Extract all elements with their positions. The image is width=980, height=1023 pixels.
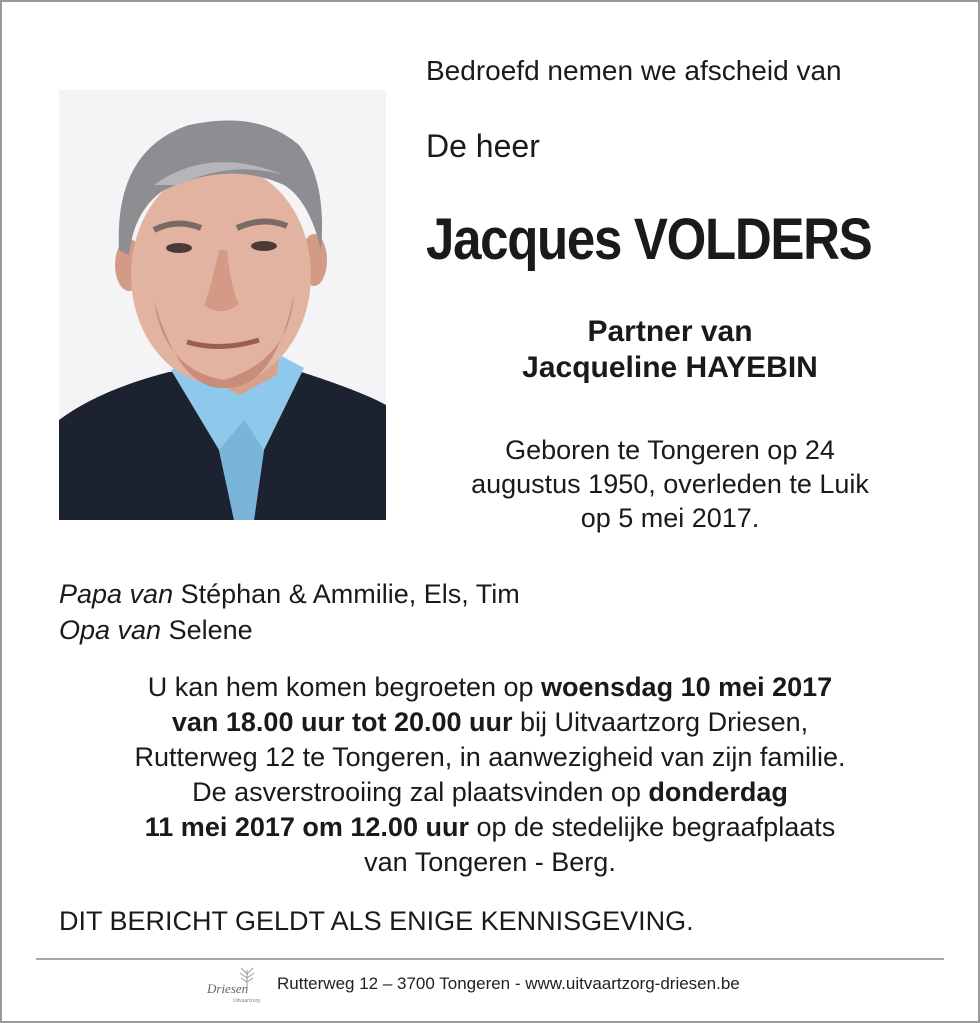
papa-line — [59, 576, 520, 612]
driesen-logo — [205, 966, 261, 1004]
ceremony-text: U kan hem komen begroeten op — [147, 672, 542, 702]
scattering-day: donderdag — [648, 777, 788, 807]
visitation-time: van 18.00 uur tot 20.00 uur — [171, 707, 513, 737]
visitation-date: woensdag 10 mei 2017 — [541, 672, 833, 702]
ceremony-line-3: Rutterweg 12 te Tongeren, in aanwezigheid van zijn familie. — [134, 742, 846, 772]
footer-address: Rutterweg 12 – 3700 Tongeren - www.uitvaartzorg-driesen.be — [277, 974, 740, 993]
logo-text: Driesen — [207, 981, 249, 996]
partner-label: Partner van — [587, 315, 753, 348]
partner-block — [420, 314, 920, 386]
scattering-datetime: 11 mei 2017 om 12.00 uur — [144, 812, 469, 842]
opa-names: Selene — [161, 615, 253, 645]
ceremony-text: bij Uitvaartzorg Driesen, — [512, 707, 809, 737]
intro-text: Bedroefd nemen we afscheid van — [426, 55, 842, 86]
ceremony-text: De asverstrooiing zal plaatsvinden op — [192, 777, 649, 807]
papa-label: Papa van — [59, 579, 174, 609]
ceremony-line-2 — [30, 705, 950, 740]
ceremony-line-6: van Tongeren - Berg. — [364, 847, 616, 877]
birth-line-2: augustus 1950, overleden te Luik — [471, 469, 869, 499]
ceremony-line-4 — [30, 775, 950, 810]
ceremony-block — [30, 670, 950, 880]
birth-line-1: Geboren te Tongeren op 24 — [505, 435, 835, 465]
papa-names: Stéphan & Ammilie, Els, Tim — [173, 579, 520, 609]
birth-death-block — [420, 433, 920, 535]
ceremony-line-5 — [30, 810, 950, 845]
honorific-title: De heer — [426, 128, 540, 164]
footer-divider — [36, 958, 944, 960]
logo-subtext: Uitvaartzorg — [233, 998, 260, 1004]
notice-text: DIT BERICHT GELDT ALS ENIGE KENNISGEVING. — [59, 906, 694, 936]
birth-line-3: op 5 mei 2017. — [580, 503, 760, 533]
ceremony-text: op de stedelijke begraafplaats — [468, 812, 836, 842]
opa-line — [59, 612, 520, 648]
opa-label: Opa van — [59, 615, 162, 645]
deceased-name: Jacques VOLDERS — [426, 207, 872, 272]
portrait-photo — [59, 90, 386, 520]
ceremony-line-1 — [30, 670, 950, 705]
family-block — [59, 576, 520, 648]
partner-name: Jacqueline HAYEBIN — [522, 351, 818, 384]
